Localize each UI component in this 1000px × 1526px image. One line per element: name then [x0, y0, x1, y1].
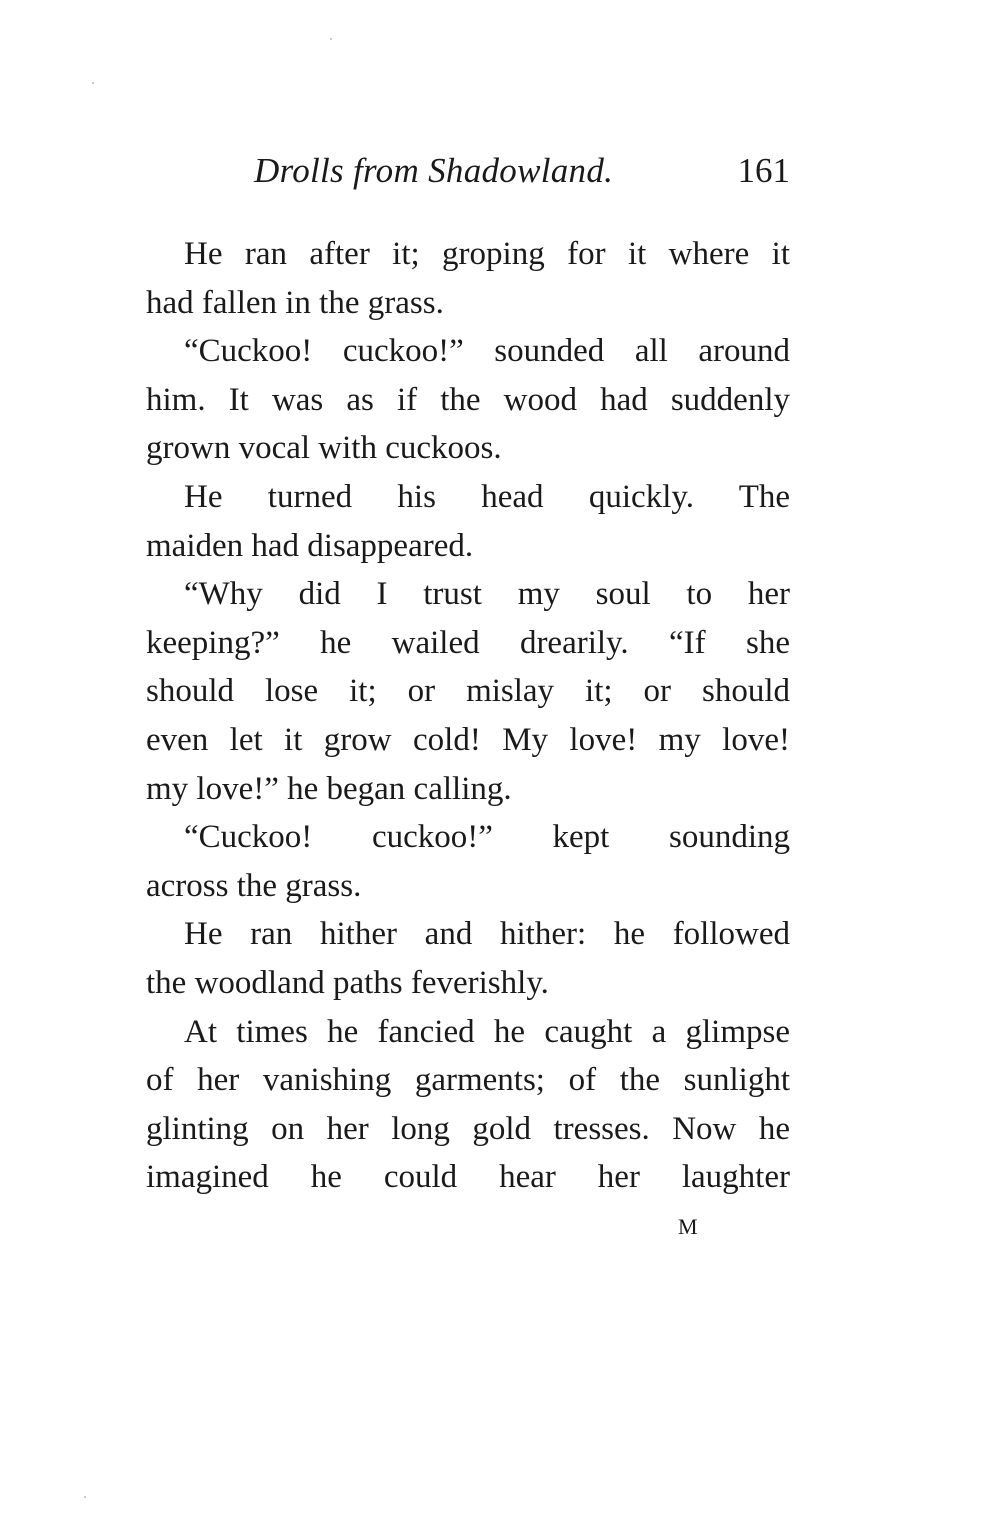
text-line: glinting on her long gold tresses. Now he	[146, 1110, 790, 1147]
text-line: “Why did I trust my soul to her	[184, 576, 790, 613]
page-number: 161	[737, 151, 790, 190]
text-line: of her vanishing garments; of the sunlight	[146, 1062, 790, 1099]
text-line: the woodland paths feverishly.	[146, 964, 549, 1001]
paper-speck	[330, 38, 332, 40]
signature-mark: M	[678, 1214, 699, 1239]
text-line: maiden had disappeared.	[146, 527, 474, 564]
text-line: “Cuckoo! cuckoo!” sounded all around	[184, 333, 790, 370]
text-line: him. It was as if the wood had suddenly	[146, 381, 790, 418]
text-line: my love!” he began calling.	[146, 770, 512, 807]
text-line: should lose it; or mislay it; or should	[146, 673, 790, 710]
text-line: He ran after it; groping for it where it	[184, 236, 790, 272]
text-line: He turned his head quickly. The	[184, 478, 790, 515]
paragraph	[146, 570, 790, 813]
text-line: had fallen in the grass.	[146, 284, 444, 321]
paragraph	[146, 473, 790, 570]
paper-speck	[92, 82, 94, 84]
running-head	[146, 146, 790, 196]
paragraph	[146, 230, 790, 327]
text-line: “Cuckoo! cuckoo!” kept sounding	[184, 819, 790, 856]
paragraph	[146, 327, 790, 473]
text-line: even let it grow cold! My love! my love!	[146, 721, 790, 758]
text-line: He ran hither and hither: he followed	[184, 916, 790, 953]
text-line: across the grass.	[146, 867, 362, 904]
paragraph	[146, 1008, 790, 1202]
text-line: imagined he could hear her laughter	[146, 1159, 790, 1196]
text-line: grown vocal with cuckoos.	[146, 430, 502, 467]
paper-speck	[84, 1496, 86, 1498]
paragraph	[146, 910, 790, 1007]
text-line: At times he fancied he caught a glimpse	[184, 1013, 790, 1050]
body-text	[146, 230, 790, 1202]
running-title: Drolls from Shadowland.	[254, 151, 614, 190]
text-line: keeping?” he wailed drearily. “If she	[146, 624, 790, 661]
paragraph	[146, 813, 790, 910]
